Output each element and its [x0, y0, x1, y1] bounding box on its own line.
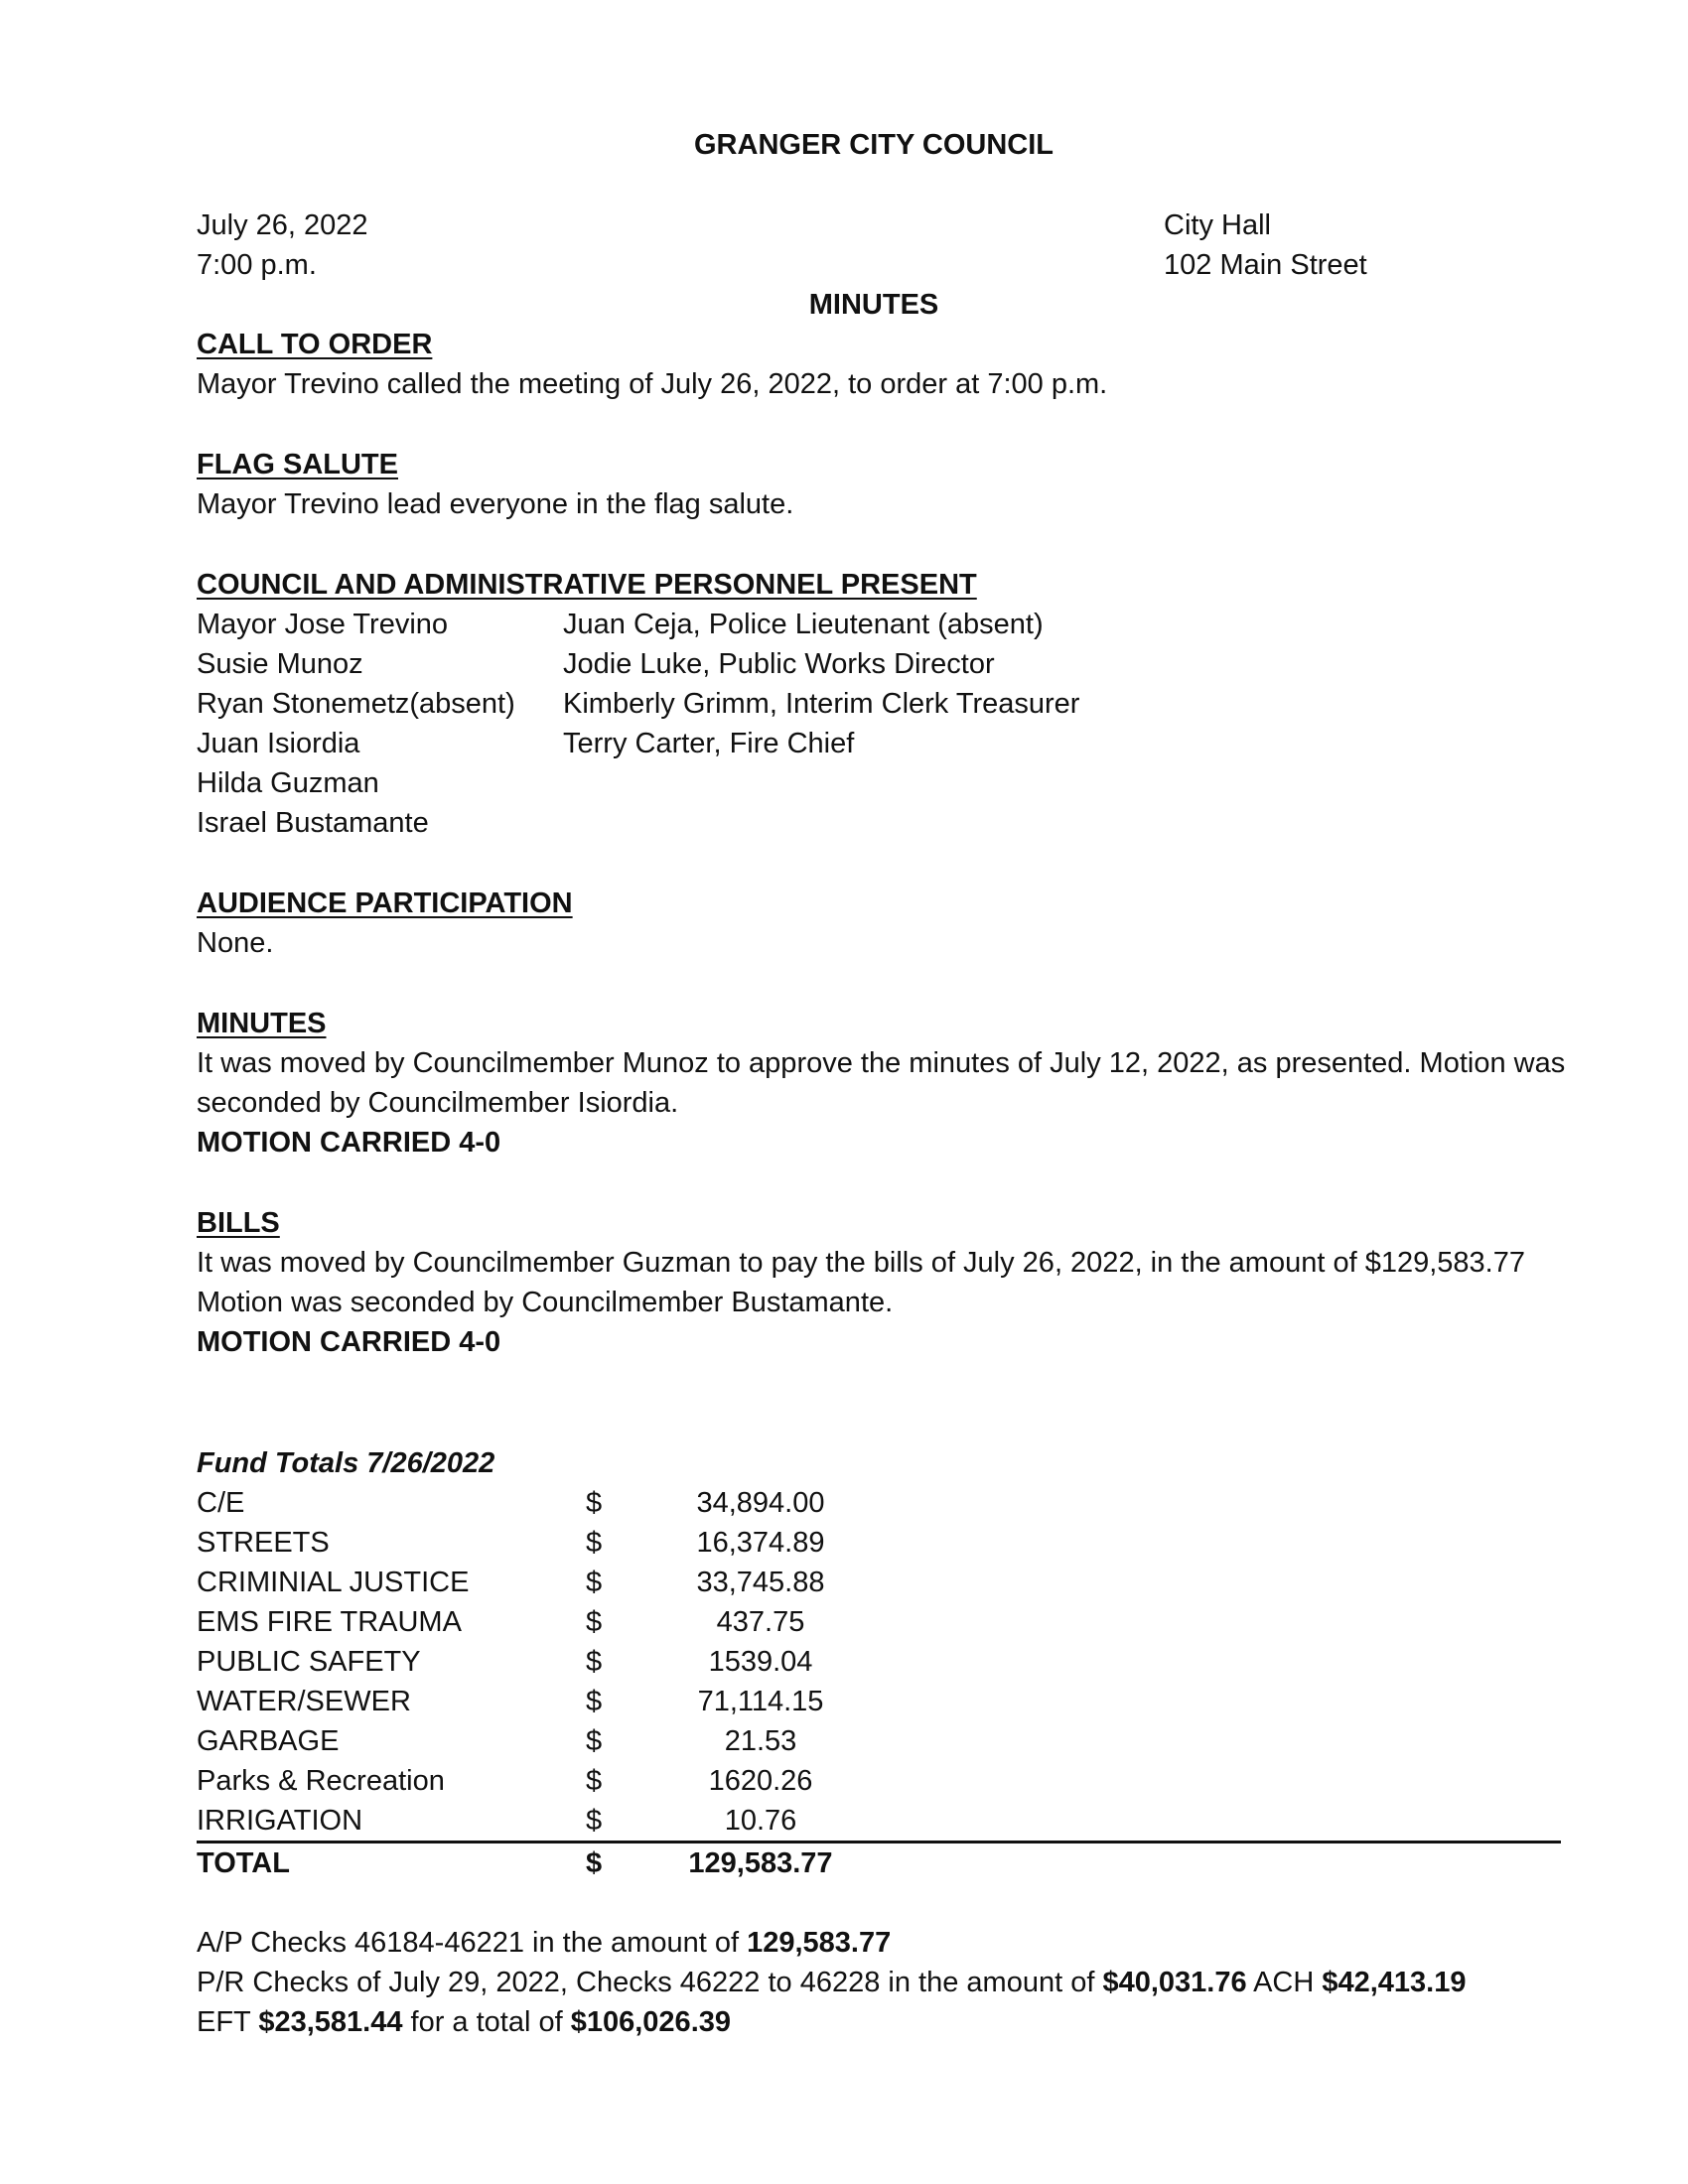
bills-text: It was moved by Councilmember Guzman to pay the bills of July 26, 2022, in the amount of $129,583.77 — [197, 1247, 1525, 1279]
audience-heading: AUDIENCE PARTICIPATION — [197, 887, 573, 919]
currency-symbol: $ — [586, 1847, 603, 1879]
ap-checks-amount: 129,583.77 — [747, 1927, 892, 1959]
fund-row — [197, 1602, 1559, 1642]
council-member: Mayor Jose Trevino — [197, 609, 449, 640]
currency-symbol: $ — [586, 1805, 603, 1837]
pr-checks-line — [197, 1963, 1467, 2002]
minutes-label: MINUTES — [808, 289, 939, 321]
pr-checks-amount: $40,031.76 — [1102, 1967, 1247, 1998]
total-label: TOTAL — [197, 1847, 290, 1879]
eft-label: EFT — [197, 2006, 259, 2038]
minutes-motion-result: MOTION CARRIED 4-0 — [197, 1127, 501, 1159]
fund-row — [197, 1563, 1559, 1602]
fund-row — [197, 1721, 1559, 1761]
ap-checks-text: A/P Checks 46184-46221 in the amount of — [197, 1927, 748, 1959]
staff-member: Terry Carter, Fire Chief — [563, 728, 855, 759]
fund-row — [197, 1801, 1559, 1841]
payroll-total-amount: $106,026.39 — [570, 2006, 732, 2038]
staff-member: Juan Ceja, Police Lieutenant (absent) — [563, 609, 1044, 640]
ap-checks-line — [197, 1923, 891, 1963]
bills-heading: BILLS — [197, 1207, 280, 1239]
fund-amount: 71,114.15 — [697, 1686, 824, 1717]
total-text: for a total of — [402, 2006, 571, 2038]
minutes-heading: MINUTES — [197, 1008, 327, 1039]
fund-row — [197, 1523, 1559, 1563]
fund-amount: 21.53 — [724, 1725, 797, 1757]
council-member: Israel Bustamante — [197, 807, 429, 839]
fund-row — [197, 1761, 1559, 1801]
fund-amount: 34,894.00 — [696, 1487, 825, 1519]
fund-label: C/E — [197, 1487, 245, 1519]
location-name: City Hall — [1164, 209, 1271, 241]
fund-label: IRRIGATION — [197, 1805, 363, 1837]
fund-amount: 1539.04 — [708, 1646, 813, 1678]
bills-text-second: Motion was seconded by Councilmember Bustamante. — [197, 1287, 894, 1318]
personnel-heading: COUNCIL AND ADMINISTRATIVE PERSONNEL PRESENT — [197, 569, 977, 601]
call-to-order-heading: CALL TO ORDER — [197, 329, 433, 360]
currency-symbol: $ — [586, 1686, 603, 1717]
call-to-order-text: Mayor Trevino called the meeting of July 26, 2022, to order at 7:00 p.m. — [197, 368, 1108, 400]
fund-total-row — [197, 1843, 1559, 1883]
currency-symbol: $ — [586, 1606, 603, 1638]
fund-amount: 1620.26 — [708, 1765, 813, 1797]
council-member: Susie Munoz — [197, 648, 363, 680]
fund-label: STREETS — [197, 1527, 330, 1559]
currency-symbol: $ — [586, 1765, 603, 1797]
currency-symbol: $ — [586, 1646, 603, 1678]
fund-label: Parks & Recreation — [197, 1765, 445, 1797]
pr-checks-text: P/R Checks of July 29, 2022, Checks 46222 to 46228 in the amount of — [197, 1967, 1103, 1998]
currency-symbol: $ — [586, 1725, 603, 1757]
flag-salute-text: Mayor Trevino lead everyone in the flag salute. — [197, 488, 794, 520]
staff-member: Kimberly Grimm, Interim Clerk Treasurer — [563, 688, 1080, 720]
council-member: Juan Isiordia — [197, 728, 360, 759]
council-member: Ryan Stonemetz(absent) — [197, 688, 515, 720]
eft-line — [197, 2002, 731, 2042]
fund-row — [197, 1642, 1559, 1682]
ach-amount: $42,413.19 — [1322, 1967, 1467, 1998]
currency-symbol: $ — [586, 1527, 603, 1559]
fund-label: WATER/SEWER — [197, 1686, 411, 1717]
fund-amount: 16,374.89 — [696, 1527, 825, 1559]
fund-amount: 437.75 — [716, 1606, 805, 1638]
fund-label: CRIMINIAL JUSTICE — [197, 1567, 470, 1598]
eft-amount: $23,581.44 — [258, 2006, 403, 2038]
minutes-text: It was moved by Councilmember Munoz to approve the minutes of July 12, 2022, as presented. Motion was seconded by Councilmember Isiordia. — [197, 1047, 1566, 1119]
council-member: Hilda Guzman — [197, 767, 379, 799]
document-title: GRANGER CITY COUNCIL — [694, 129, 1054, 161]
fund-amount: 10.76 — [724, 1805, 797, 1837]
bills-motion-result: MOTION CARRIED 4-0 — [197, 1326, 501, 1358]
flag-salute-heading: FLAG SALUTE — [197, 449, 398, 480]
currency-symbol: $ — [586, 1567, 603, 1598]
fund-totals-heading: Fund Totals 7/26/2022 — [197, 1447, 495, 1479]
total-amount: 129,583.77 — [688, 1847, 833, 1879]
fund-label: EMS FIRE TRAUMA — [197, 1606, 462, 1638]
fund-amount: 33,745.88 — [696, 1567, 825, 1598]
fund-label: PUBLIC SAFETY — [197, 1646, 421, 1678]
staff-member: Jodie Luke, Public Works Director — [563, 648, 995, 680]
fund-row — [197, 1483, 1559, 1523]
currency-symbol: $ — [586, 1487, 603, 1519]
fund-row — [197, 1682, 1559, 1721]
meeting-time: 7:00 p.m. — [197, 249, 317, 281]
meeting-date: July 26, 2022 — [197, 209, 368, 241]
location-address: 102 Main Street — [1164, 249, 1367, 281]
audience-text: None. — [197, 927, 274, 959]
fund-label: GARBAGE — [197, 1725, 340, 1757]
ach-label: ACH — [1246, 1967, 1323, 1998]
